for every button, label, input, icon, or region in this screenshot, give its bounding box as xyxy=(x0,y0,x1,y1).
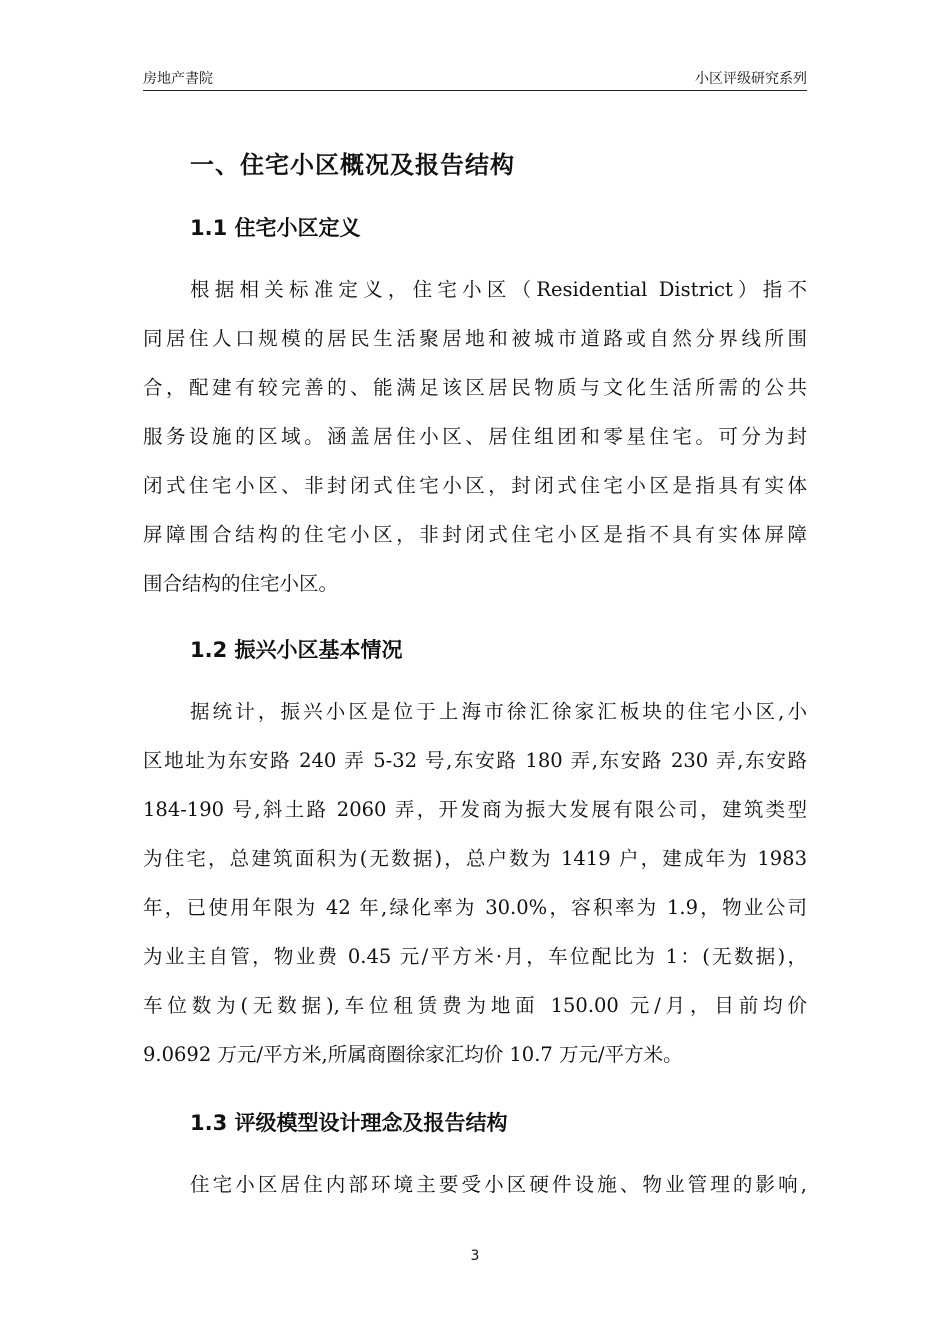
paragraph-line: 同居住人口规模的居民生活聚居地和被城市道路或自然分界线所围 xyxy=(143,327,807,350)
paragraph-line: 闭式住宅小区、非封闭式住宅小区，封闭式住宅小区是指具有实体 xyxy=(143,474,807,497)
header-series-title: 小区评级研究系列 xyxy=(695,71,807,87)
section-title: 一、住宅小区概况及报告结构 xyxy=(190,151,515,179)
heading-1-2: 1.2 振兴小区基本情况 xyxy=(190,638,403,662)
paragraph-line: 服务设施的区域。涵盖居住小区、居住组团和零星住宅。可分为封 xyxy=(143,425,807,448)
paragraph-line: 年，已使用年限为 42 年,绿化率为 30.0%，容积率为 1.9，物业公司 xyxy=(143,896,807,919)
paragraph-line: 9.0692 万元/平方米,所属商圈徐家汇均价 10.7 万元/平方米。 xyxy=(143,1043,683,1066)
paragraph-basic-info xyxy=(143,687,807,1079)
paragraph-line: 区地址为东安路 240 弄 5-32 号,东安路 180 弄,东安路 230 弄,东安路 xyxy=(143,749,807,772)
paragraph-definition xyxy=(143,265,807,608)
paragraph-line: 根据相关标准定义，住宅小区（Residential District）指不 xyxy=(190,278,807,301)
paragraph-line: 为业主自管，物业费 0.45 元/平方米·月，车位配比为 1：(无数据)， xyxy=(143,945,807,968)
paragraph-line: 住宅小区居住内部环境主要受小区硬件设施、物业管理的影响, xyxy=(190,1173,807,1196)
paragraph-model-design xyxy=(143,1160,807,1209)
paragraph-line: 车位数为(无数据),车位租赁费为地面 150.00 元/月，目前均价 xyxy=(143,994,807,1017)
page-header xyxy=(143,66,807,91)
paragraph-line: 围合结构的住宅小区。 xyxy=(143,572,339,595)
paragraph-line: 合，配建有较完善的、能满足该区居民物质与文化生活所需的公共 xyxy=(143,376,807,399)
paragraph-line: 屏障围合结构的住宅小区，非封闭式住宅小区是指不具有实体屏障 xyxy=(143,523,807,546)
page-number: 3 xyxy=(470,1248,480,1264)
paragraph-line: 184-190 号,斜土路 2060 弄，开发商为振大发展有限公司，建筑类型 xyxy=(143,798,807,821)
paragraph-line: 据统计，振兴小区是位于上海市徐汇徐家汇板块的住宅小区,小 xyxy=(190,700,807,723)
heading-1-1: 1.1 住宅小区定义 xyxy=(190,216,361,240)
header-publisher: 房地产書院 xyxy=(143,71,213,87)
paragraph-line: 为住宅，总建筑面积为(无数据)，总户数为 1419 户，建成年为 1983 xyxy=(143,847,807,870)
heading-1-3: 1.3 评级模型设计理念及报告结构 xyxy=(190,1111,508,1135)
